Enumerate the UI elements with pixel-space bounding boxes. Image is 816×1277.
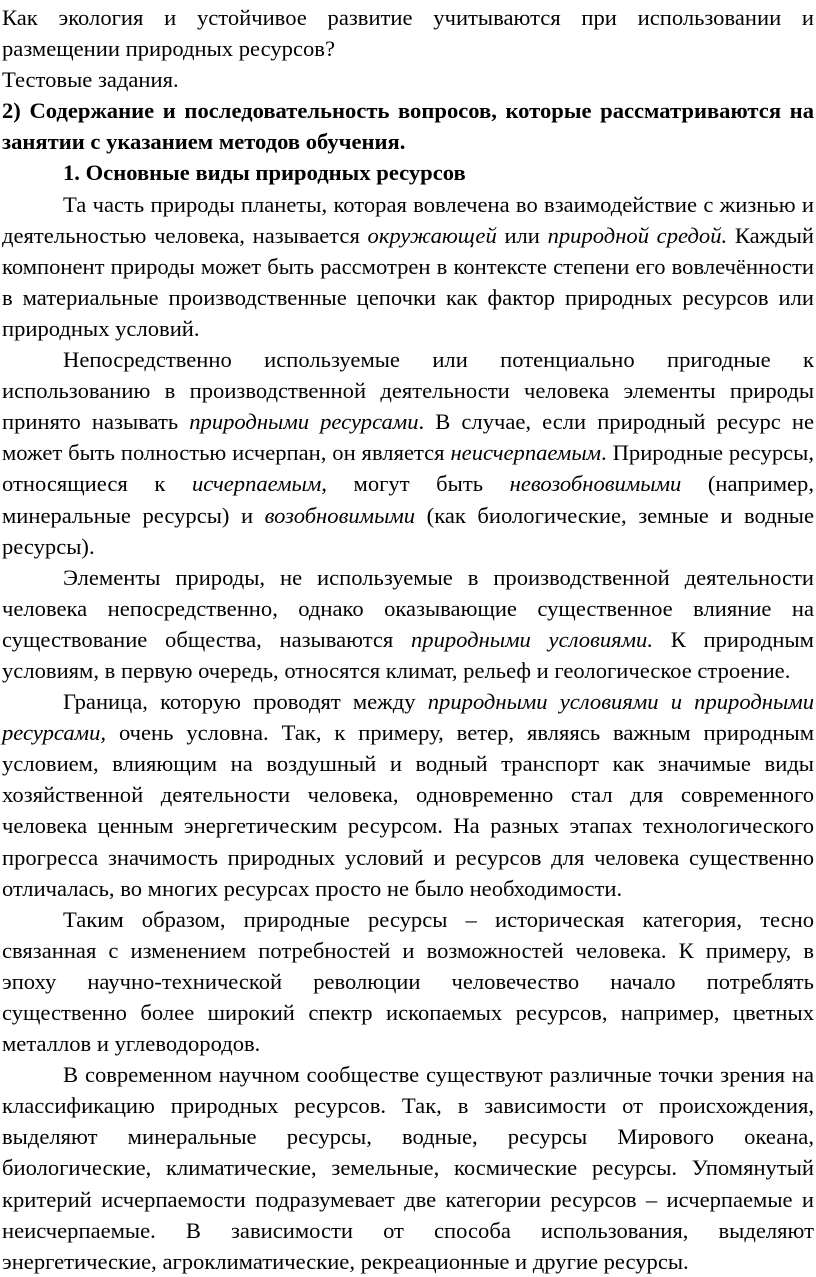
text-run: (как биологические, земные и водные ресурсы). (2, 502, 814, 559)
italic-term: природными условиями. (410, 626, 653, 652)
paragraph-2 (2, 344, 814, 562)
section-title: 2) Содержание и последовательность вопросов, которые рассматриваются на занятии с указанием методов обучения. (2, 98, 814, 155)
text-run: Каждый компонент природы может быть рассмотрен в контексте степени его вовлечённости в материальные производственные цепочки как фактор природных ресурсов или природных условий. (2, 222, 814, 341)
italic-term: окружающей (367, 222, 497, 248)
paragraph-6 (2, 1059, 814, 1277)
italic-term: природными ресурсами (189, 409, 419, 435)
text-run: В современном научном сообществе существуют различные точки зрения на классификацию природных ресурсов. Так, в зависимости от происхождения, выделяют минеральные ресурсы, водные, ресурсы Мирового океана, биологические, климатические, земельные, космические ресурсы. Упомянутый критерий исчерпаемости подразумевает две категории ресурсов – исчерпаемые и неисчерпаемые. В зависимости от способа использования, выделяют энергетические, агроклиматические, рекреационные и другие ресурсы. (2, 1062, 814, 1274)
italic-term: природной средой. (547, 222, 728, 248)
body-text (2, 189, 814, 1277)
paragraph-1 (2, 189, 814, 344)
text-run: Та часть природы планеты, которая вовлечена во взаимодействие с жизнью и деятельностью человека, называется (2, 191, 814, 248)
document-subtitle: Тестовые задания. (2, 67, 179, 93)
text-run: , могут быть (321, 471, 510, 497)
paragraph-4 (2, 686, 814, 904)
paragraph-3 (2, 562, 814, 686)
italic-term: невозобновимыми (509, 471, 682, 497)
italic-term: возобновимыми (264, 502, 416, 528)
text-run: или (496, 222, 548, 248)
document-question: Как экология и устойчивое развитие учитываются при использовании и размещении природных ресурсов? (2, 5, 814, 62)
text-run: Таким образом, природные ресурсы – историческая категория, тесно связанная с изменением потребностей и возможностей человека. К примеру, в эпоху научно-технической революции человечество начало потреблять существенно более широкий спектр ископаемых ресурсов, например, цветных металлов и углеводородов. (2, 906, 814, 1057)
text-run: (например, минеральные ресурсы) и (2, 471, 814, 528)
section-heading: 1. Основные виды природных ресурсов (63, 160, 466, 186)
italic-term: природными условиями и природными ресурсами, (2, 689, 814, 746)
text-run: . В случае, если природный ресурс не может быть полностью исчерпан, он является (2, 409, 815, 466)
text-run: К природным условиям, в первую очередь, относятся климат, рельеф и геологическое строение. (2, 626, 814, 683)
text-run: очень условна. Так, к примеру, ветер, являясь важным природным условием, влияющим на воздушный и водный транспорт как значимые виды хозяйственной деятельности человека, одновременно стал для современного человека ценным энергетическим ресурсом. На разных этапах технологического прогресса значимость природных условий и ресурсов для человека существенно отличалась, во многих ресурсах просто не было необходимости. (2, 720, 814, 901)
paragraph-5 (2, 904, 814, 1059)
text-run: . Природные ресурсы, относящиеся к (2, 440, 814, 497)
text-run: Граница, которую проводят между (63, 689, 428, 715)
italic-term: исчерпаемым (191, 471, 322, 497)
text-run: Элементы природы, не используемые в производственной деятельности человека непосредственно, однако оказывающие существенное влияние на существование общества, называются (2, 564, 814, 652)
text-run: Непосредственно используемые или потенциально пригодные к использованию в производственной деятельности человека элементы природы принято называть (2, 347, 814, 435)
italic-term: неисчерпаемым (450, 440, 602, 466)
